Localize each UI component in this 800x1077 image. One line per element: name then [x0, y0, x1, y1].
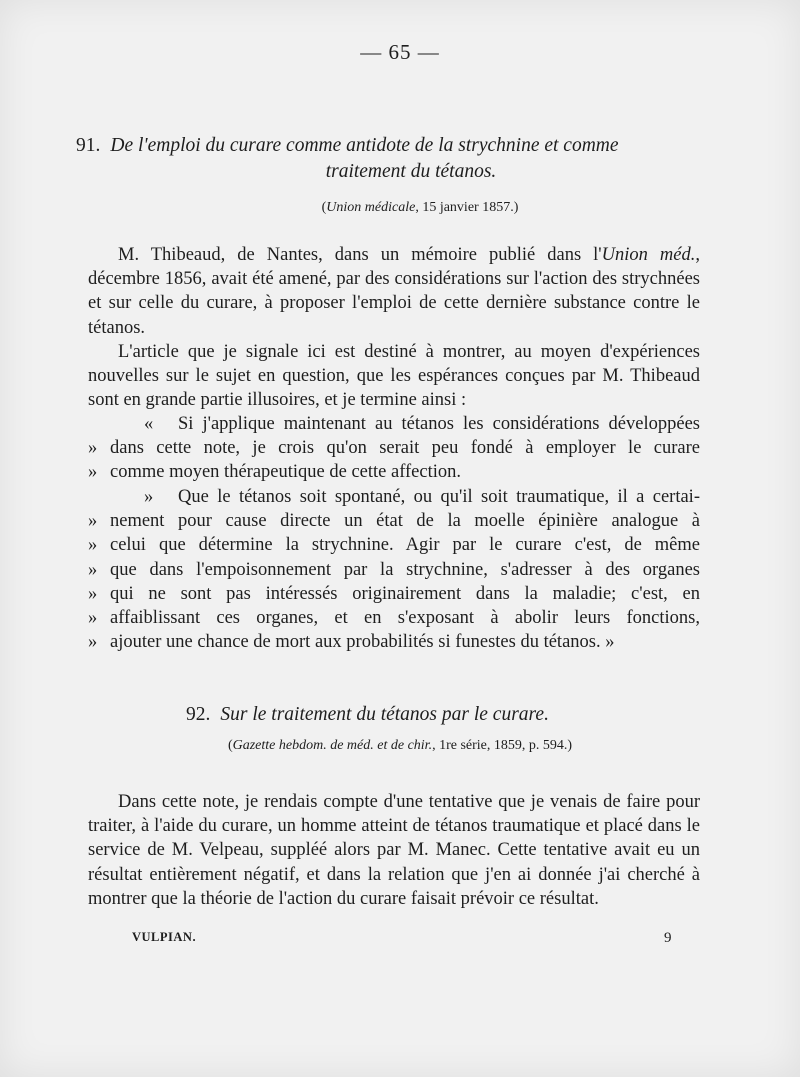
entry-92-heading	[186, 702, 706, 728]
quote-line	[88, 558, 700, 582]
union-med-citation: Union méd.	[601, 245, 696, 265]
page-footer	[132, 930, 672, 947]
quote-line	[88, 509, 700, 533]
entry-91-title-line1: De l'emploi du curare comme antidote de la strychnine et comme	[110, 135, 619, 156]
paragraph-article: L'article que je signale ici est destiné à montrer, au moyen d'expériences nouvelles sur le sujet en question, que les espérances conçues par M. Thibeaud sont en grande partie illusoires, et je termine ainsi :	[88, 341, 700, 411]
quote-line	[88, 606, 700, 630]
entry-91-heading	[76, 133, 716, 185]
entry-92-number: 92.	[186, 704, 211, 725]
quote-line-text: Que le tétanos soit spontané, ou qu'il soit traumatique, il a certai-	[178, 487, 700, 507]
paragraph-thibeaud-text-a: M. Thibeaud, de Nantes, dans un mémoire publié dans l'	[118, 245, 602, 265]
quote-line-text: affaiblissant ces organes, et en s'exposant à abolir leurs fonctions,	[110, 608, 700, 629]
quote-line-text: ajouter une chance de mort aux probabilités si funestes du tétanos. »	[110, 632, 615, 653]
quote-first-paragraph	[88, 412, 700, 485]
entry-92-source-details: , 1re série, 1859, p. 594.)	[432, 738, 573, 753]
entry-92-source	[0, 738, 800, 754]
quote-line	[88, 533, 700, 557]
quote-line	[88, 412, 700, 436]
quote-line-text: comme moyen thérapeutique de cette affection.	[110, 462, 462, 483]
sheet-number: 9	[664, 930, 672, 946]
quote-line-text: qui ne sont pas intéressés originairement dans la maladie; c'est, en	[110, 583, 700, 604]
entry-91-source-details: , 15 janvier 1857.)	[415, 200, 519, 215]
quote-line-text: celui que détermine la strychnine. Agir par le curare c'est, de même	[110, 535, 700, 556]
quote-line-text: nement pour cause directe un état de la moelle épinière analogue à	[110, 511, 700, 532]
page-number: — 65 —	[360, 40, 440, 64]
quote-line-text: Si j'applique maintenant au tétanos les considérations développées	[178, 414, 700, 434]
quote-line-text: que dans l'empoisonnement par la strychnine, s'adresser à des organes	[110, 559, 700, 580]
quote-line-text: dans cette note, je crois qu'on serait peu fondé à employer le curare	[110, 438, 700, 459]
quote-line	[88, 485, 700, 509]
entry-91-body	[88, 243, 700, 412]
guillemet-mark: »	[88, 608, 98, 629]
entry-91-source-open: (	[321, 200, 327, 215]
entry-91-title-line2: traitement du tétanos.	[325, 161, 497, 182]
guillemet-mark: »	[88, 438, 98, 459]
entry-91-source	[20, 200, 800, 216]
guillemet-mark: »	[88, 462, 98, 483]
entry-92-source-open: (	[227, 738, 233, 753]
quote-line	[88, 630, 700, 654]
paragraph-thibeaud-text-b: , décembre 1856, avait été amené, par des considérations sur l'action des strychnées et sur celle du curare, à proposer l'emploi de cette dernière substance contre le tétanos.	[88, 245, 700, 338]
paragraph-velpeau: Dans cette note, je rendais compte d'une tentative que je venais de faire pour traiter, à l'aide du curare, un homme atteint de tétanos traumatique et placé dans le service de M. Velpeau, suppléé alors par M. Manec. Cette tentative avait eu un résultat entièrement négatif, et dans la relation que j'en ai donnée j'ai cherché à montrer que la théorie de l'action du curare faisait prévoir ce résultat.	[88, 792, 700, 909]
guillemet-mark: »	[88, 583, 98, 604]
quote-line	[88, 460, 700, 484]
guillemet-mark: «	[144, 414, 154, 434]
entry-92-title: Sur le traitement du tétanos par le curare.	[220, 704, 549, 725]
quote-line	[88, 582, 700, 606]
guillemet-mark: »	[144, 487, 154, 507]
entry-92-body	[88, 790, 700, 911]
author-signature: VULPIAN.	[132, 930, 197, 944]
guillemet-mark: »	[88, 559, 98, 580]
entry-92-source-paper: Gazette hebdom. de méd. et de chir.	[232, 738, 433, 753]
guillemet-mark: »	[88, 535, 98, 556]
guillemet-mark: »	[88, 632, 98, 653]
entry-91-number: 91.	[76, 135, 101, 156]
paragraph-thibeaud	[88, 243, 700, 340]
quote-second-paragraph	[88, 485, 700, 654]
guillemet-mark: »	[88, 511, 98, 532]
quote-line	[88, 436, 700, 460]
entry-91-source-paper: Union médicale	[326, 200, 416, 215]
